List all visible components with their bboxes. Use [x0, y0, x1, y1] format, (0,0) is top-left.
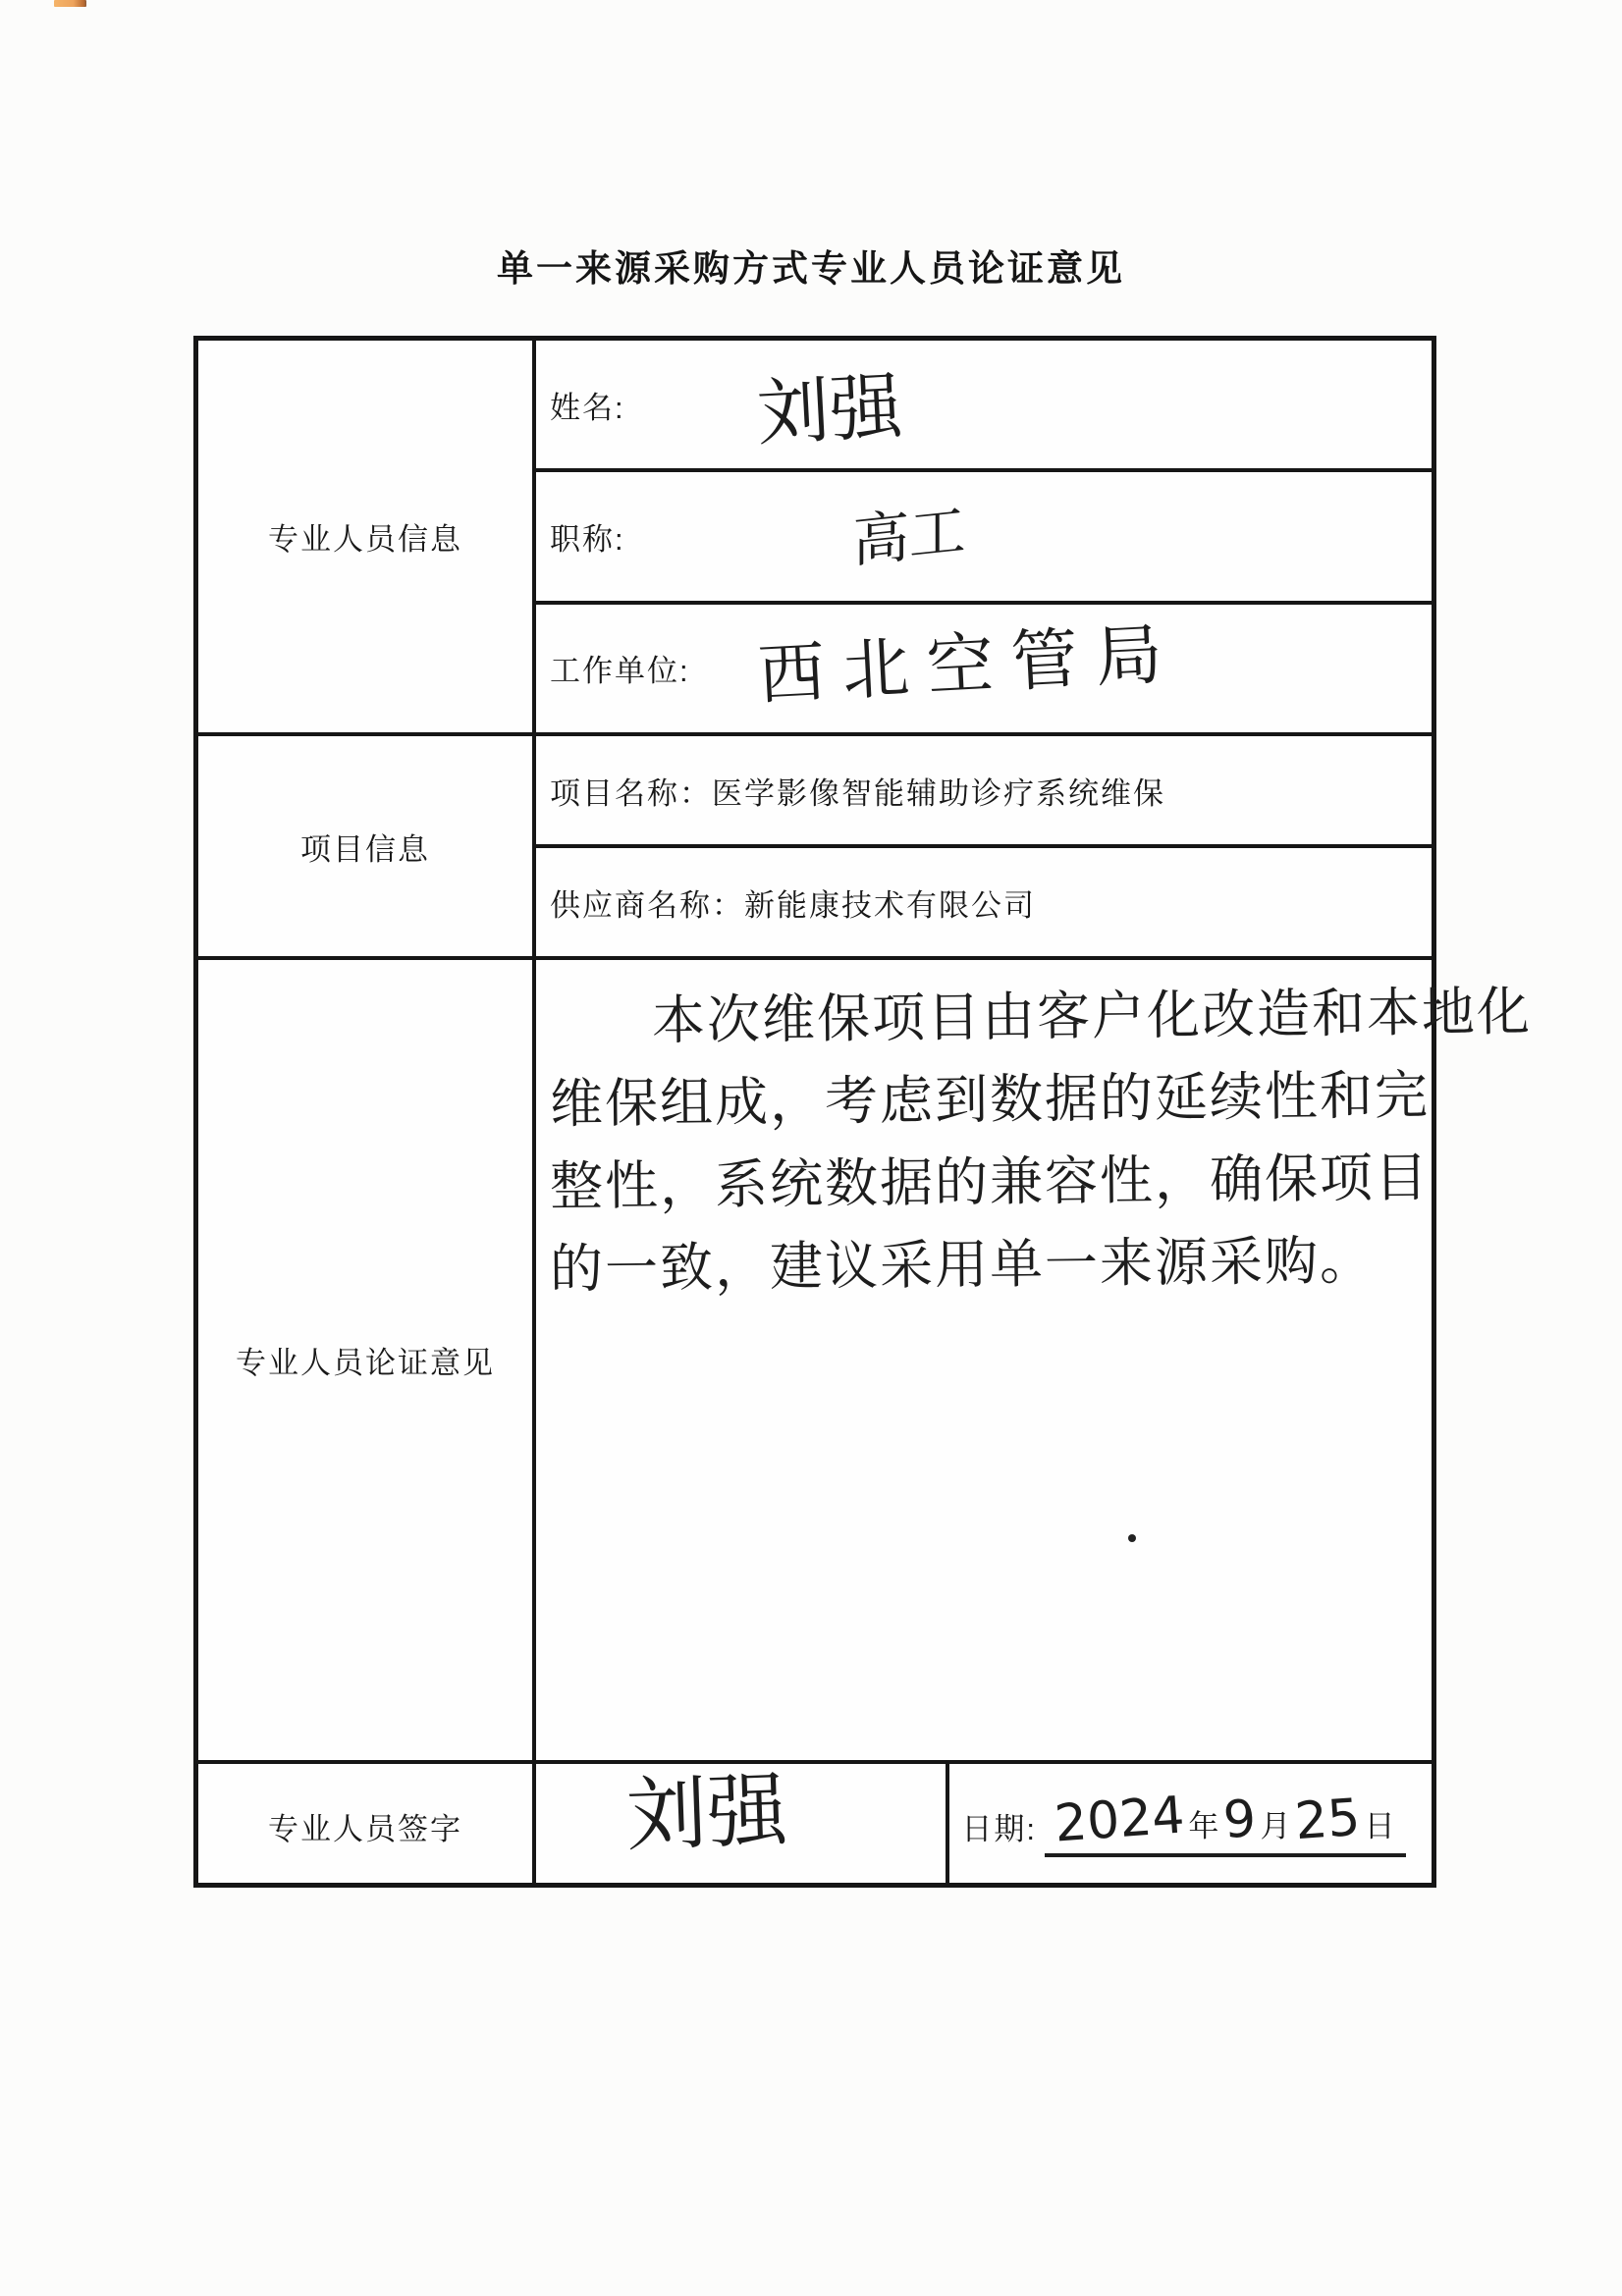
row-work-unit [536, 605, 1432, 732]
date-day-unit: 日 [1364, 1809, 1396, 1843]
project-info-rows [536, 736, 1432, 956]
opinion-line-3-handwritten: 整性，系统数据的兼容性，确保项目 [549, 1146, 1431, 1218]
row-project-name [536, 736, 1432, 848]
section-label-opinion: 专业人员论证意见 [198, 960, 536, 1760]
date-day-handwritten: 25 [1293, 1788, 1363, 1852]
ink-dot-artifact [1128, 1534, 1136, 1542]
work-unit-value-handwritten: 西北空管局 [756, 614, 1182, 715]
section-signature [198, 1764, 1432, 1888]
signature-handwritten: 刘强 [624, 1764, 789, 1863]
title-value-handwritten: 高工 [852, 497, 966, 576]
section-label-personnel-info: 专业人员信息 [198, 341, 536, 732]
row-supplier-name [536, 848, 1432, 956]
title-label: 职称: [550, 521, 625, 557]
section-label-project-info: 项目信息 [198, 736, 536, 956]
section-label-signature: 专业人员签字 [198, 1764, 536, 1888]
signature-cell [536, 1764, 949, 1888]
row-name [536, 341, 1432, 472]
date-label: 日期: [961, 1811, 1037, 1846]
personnel-info-rows [536, 341, 1432, 732]
project-name-value: 医学影像智能辅助诊疗系统维保 [712, 775, 1165, 811]
opinion-cell [536, 960, 1538, 1760]
name-label: 姓名: [550, 390, 625, 425]
section-opinion [198, 960, 1533, 1764]
row-title [536, 472, 1432, 604]
date-year-unit: 年 [1188, 1809, 1220, 1843]
date-cell [949, 1764, 1432, 1888]
name-value-handwritten: 刘强 [754, 364, 905, 456]
project-name-label: 项目名称： [550, 775, 712, 811]
date-year-handwritten: 2024 [1053, 1786, 1187, 1854]
signature-bottom-row [536, 1764, 1432, 1888]
page-title: 单一来源采购方式专业人员论证意见 [497, 248, 1125, 289]
date-month-handwritten: 9 [1221, 1789, 1259, 1851]
opinion-line-2-handwritten: 维保组成，考虑到数据的延续性和完 [549, 1063, 1431, 1136]
section-project-info [198, 736, 1432, 960]
opinion-line-4-handwritten: 的一致，建议采用单一来源采购。 [549, 1229, 1376, 1301]
date-month-unit: 月 [1260, 1809, 1292, 1843]
section-personnel-info [198, 341, 1432, 736]
work-unit-label: 工作单位: [550, 654, 690, 689]
date-value-underlined [1045, 1786, 1406, 1857]
supplier-name-label: 供应商名称： [550, 887, 744, 923]
opinion-line-1-handwritten: 本次维保项目由客户化改造和本地化 [651, 980, 1533, 1052]
supplier-name-value: 新能康技术有限公司 [744, 887, 1036, 923]
form-table [193, 336, 1533, 1888]
scan-sticker-artifact [54, 0, 86, 7]
